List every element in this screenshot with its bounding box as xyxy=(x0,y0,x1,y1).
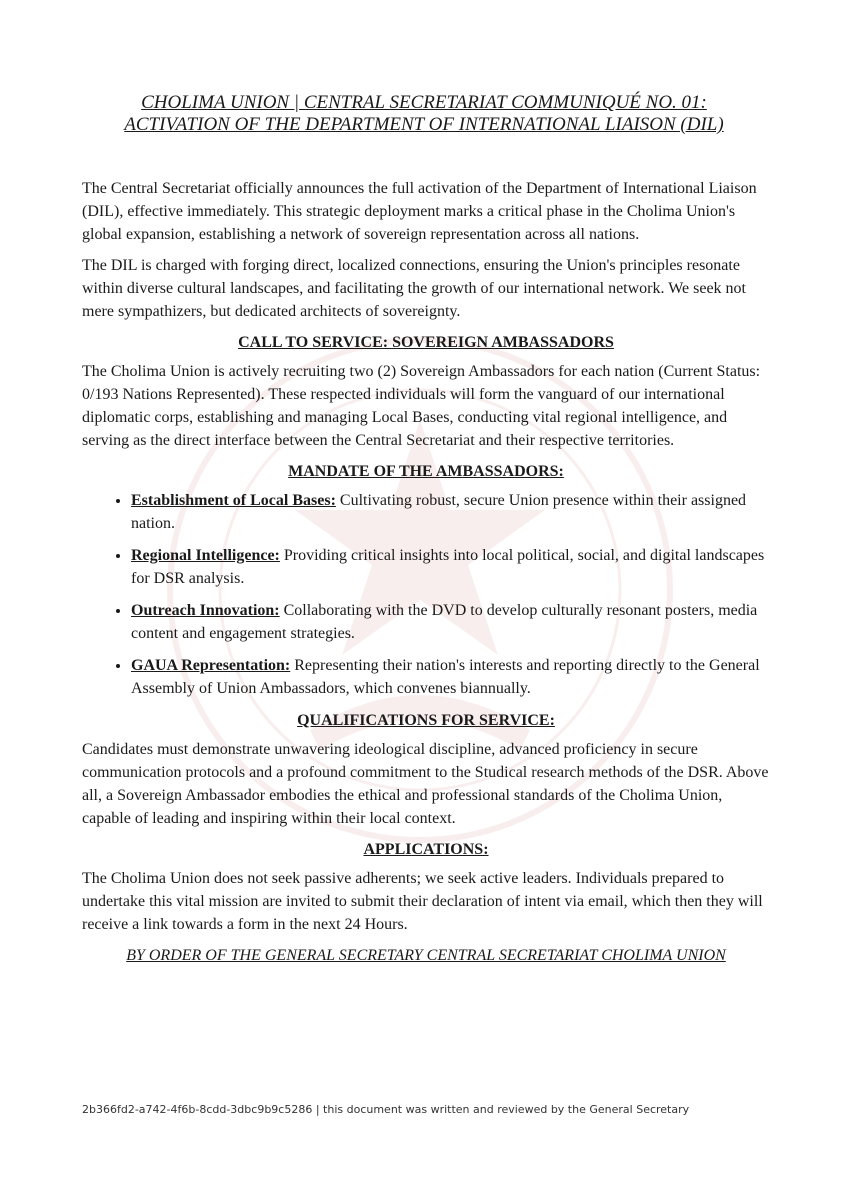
title-line-1: CHOLIMA UNION | CENTRAL SECRETARIAT COMMUNIQUÉ NO. 01: xyxy=(141,92,707,113)
applications-heading: APPLICATIONS: xyxy=(363,841,489,858)
intro-paragraph-1: The Central Secretariat officially announces the full activation of the Department of International Liaison (DIL), effective immediately. This strategic deployment marks a critical phase in the Cholima Union's global expansion, establishing a network of sovereign representation across all nations. xyxy=(82,180,757,243)
document-body xyxy=(82,177,770,975)
title-line-2: ACTIVATION OF THE DEPARTMENT OF INTERNATIONAL LIAISON (DIL) xyxy=(124,114,724,135)
mandate-item-label: Establishment of Local Bases: xyxy=(131,492,336,509)
mandate-item xyxy=(131,489,770,535)
mandate-item-text: Cultivating robust, secure Union presence within their assigned nation. xyxy=(131,492,747,532)
mandate-list xyxy=(82,489,770,700)
communique-title xyxy=(60,92,788,136)
call-to-service-text: The Cholima Union is actively recruiting two (2) Sovereign Ambassadors for each nation (Current Status: 0/193 Nations Represented). These respected individuals will form the vanguard of our international diplomatic corps, establishing and managing Local Bases, conducting vital regional intelligence, and serving as the direct interface between the Central Secretariat and their respective territories. xyxy=(82,363,761,449)
mandate-item xyxy=(131,544,770,590)
document-footer: 2b366fd2-a742-4f6b-8cdd-3dbc9b9c5286 | this document was written and reviewed by the General Secretary xyxy=(82,1103,690,1116)
mandate-item xyxy=(131,599,770,645)
mandate-heading: MANDATE OF THE AMBASSADORS: xyxy=(288,463,564,480)
applications-text: The Cholima Union does not seek passive adherents; we seek active leaders. Individuals prepared to undertake this vital mission are invited to submit their declaration of intent via email, which then they will receive a link towards a form in the next 24 Hours. xyxy=(82,870,763,933)
mandate-item xyxy=(131,654,770,700)
mandate-item-label: Regional Intelligence: xyxy=(131,547,280,564)
mandate-item-label: GAUA Representation: xyxy=(131,657,291,674)
mandate-item-label: Outreach Innovation: xyxy=(131,602,280,619)
call-to-service-heading: CALL TO SERVICE: SOVEREIGN AMBASSADORS xyxy=(238,334,614,351)
qualifications-text: Candidates must demonstrate unwavering ideological discipline, advanced proficiency in secure communication protocols and a profound commitment to the Studical research methods of the DSR. Above all, a Sovereign Ambassador embodies the ethical and professional standards of the Cholima Union, capable of leading and inspiring within their local context. xyxy=(82,741,769,827)
mandate-item-text: Representing their nation's interests and reporting directly to the General Assembly of Union Ambassadors, which convenes biannually. xyxy=(131,657,760,697)
qualifications-heading: QUALIFICATIONS FOR SERVICE: xyxy=(297,712,555,729)
mandate-item-text: Collaborating with the DVD to develop culturally resonant posters, media content and engagement strategies. xyxy=(131,602,758,642)
mandate-item-text: Providing critical insights into local political, social, and digital landscapes for DSR analysis. xyxy=(131,547,765,587)
closing-signature: BY ORDER OF THE GENERAL SECRETARY CENTRAL SECRETARIAT CHOLIMA UNION xyxy=(126,947,726,964)
intro-paragraph-2: The DIL is charged with forging direct, localized connections, ensuring the Union's principles resonate within diverse cultural landscapes, and facilitating the growth of our international network. We seek not mere sympathizers, but dedicated architects of sovereignty. xyxy=(82,257,746,320)
